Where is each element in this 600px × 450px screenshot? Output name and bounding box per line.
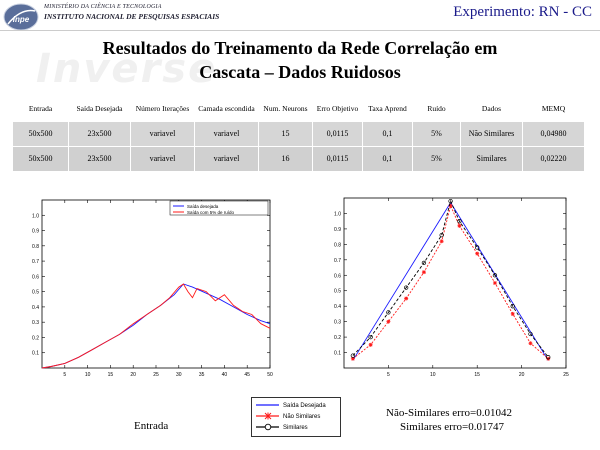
- star-marker: [422, 270, 426, 274]
- y-tick-label: 0.3: [334, 319, 341, 326]
- star-marker: [528, 341, 532, 345]
- y-tick-label: 0.1: [32, 350, 39, 357]
- table-cell: Similares: [461, 147, 523, 172]
- star-marker: [493, 281, 497, 285]
- bottom-legend: [251, 397, 341, 437]
- y-tick-label: 0.2: [334, 335, 341, 342]
- legend-label: Similares: [283, 425, 308, 431]
- output-line-chart: [330, 190, 576, 382]
- x-tick-label: 25: [563, 372, 569, 378]
- slide-title-line-1: Resultados do Treinamento da Rede Correlação em: [102, 38, 498, 58]
- watermark-text: Inverse: [36, 46, 218, 92]
- header-num-neurons: Num. Neurons: [259, 95, 313, 122]
- institute-line-1: MINISTÉRIO DA CIÊNCIA E TECNOLOGIA: [44, 4, 162, 10]
- y-tick-label: 0.7: [334, 257, 341, 264]
- x-tick-label: 50: [267, 372, 273, 378]
- x-tick-label: 40: [221, 372, 228, 378]
- y-tick-label: 0.4: [32, 304, 39, 311]
- star-marker: [386, 320, 390, 324]
- header-dados: Dados: [461, 95, 523, 122]
- table-cell: 16: [259, 147, 313, 172]
- star-marker: [440, 239, 444, 243]
- inpe-logo: [2, 2, 40, 32]
- y-tick-label: 0.2: [32, 335, 39, 342]
- x-tick-label: 30: [176, 372, 182, 378]
- star-marker: [511, 312, 515, 316]
- table-cell: 50x500: [13, 147, 69, 172]
- nonsimilar-error-label: Não-Similares erro=0.01042: [386, 407, 512, 419]
- header-camada-escondida: Camada escondida: [195, 95, 259, 122]
- legend-label: Não Similares: [283, 414, 321, 420]
- legend-label: Saída desejada: [187, 204, 219, 209]
- x-tick-label: 10: [430, 372, 436, 378]
- table-cell: Não Similares: [461, 122, 523, 147]
- x-tick-label: 20: [518, 372, 525, 378]
- table-cell: 15: [259, 122, 313, 147]
- results-table: [12, 94, 585, 172]
- header-divider: [0, 30, 600, 31]
- logo-text: inpe: [12, 15, 30, 24]
- y-tick-label: 0.8: [334, 242, 341, 249]
- table-cell: 0,0115: [313, 122, 363, 147]
- table-cell: variavel: [195, 122, 259, 147]
- x-tick-label: 15: [107, 372, 114, 378]
- y-tick-label: 1.0: [334, 211, 341, 218]
- table-cell: 23x500: [69, 122, 131, 147]
- entrada-caption: Entrada: [134, 420, 169, 432]
- x-tick-label: 25: [153, 372, 159, 378]
- y-tick-label: 0.9: [334, 226, 341, 233]
- table-cell: variavel: [131, 147, 195, 172]
- x-tick-label: 45: [244, 372, 250, 378]
- y-tick-label: 0.9: [32, 228, 39, 235]
- table-row: [13, 122, 585, 147]
- x-tick-label: 20: [130, 372, 136, 378]
- table-cell: 0,1: [363, 122, 413, 147]
- legend-label: Saída com 5% de ruído: [187, 210, 235, 215]
- x-tick-label: 5: [63, 372, 67, 378]
- x-tick-label: 15: [474, 372, 480, 378]
- header-saida-desejada: Saída Desejada: [69, 95, 131, 122]
- table-cell: 5%: [413, 122, 461, 147]
- y-tick-label: 0.7: [32, 259, 39, 266]
- input-line-chart: [30, 190, 280, 382]
- header-memq: MEMQ: [523, 95, 585, 122]
- header-taxa-aprend: Taxa Aprend: [363, 95, 413, 122]
- table-cell: 0,04980: [523, 122, 585, 147]
- institute-line-2: INSTITUTO NACIONAL DE PESQUISAS ESPACIAIS: [44, 12, 220, 21]
- star-marker: [475, 252, 479, 256]
- header-numero-iteracoes: Número Iterações: [131, 95, 195, 122]
- y-tick-label: 0.4: [334, 304, 341, 311]
- x-tick-label: 10: [84, 372, 91, 378]
- table-cell: 5%: [413, 147, 461, 172]
- similar-error-label: Similares erro=0.01747: [400, 421, 504, 433]
- header-entrada: Entrada: [13, 95, 69, 122]
- table-row: [13, 147, 585, 172]
- experiment-label: Experimento: RN - CC: [453, 4, 592, 20]
- x-tick-label: 35: [198, 372, 205, 378]
- star-marker: [457, 224, 461, 228]
- circle-marker: [265, 424, 271, 430]
- plot-frame: [42, 200, 270, 368]
- legend-label: Saída Desejada: [283, 403, 326, 409]
- table-header-row: [13, 95, 585, 122]
- x-tick-label: 5: [387, 372, 390, 378]
- table-cell: 0,0115: [313, 147, 363, 172]
- y-tick-label: 0.1: [334, 350, 341, 357]
- table-cell: 23x500: [69, 147, 131, 172]
- y-tick-label: 0.5: [334, 288, 341, 295]
- star-marker: [404, 296, 408, 300]
- header-ruido: Ruído: [413, 95, 461, 122]
- table-cell: 0,1: [363, 147, 413, 172]
- y-tick-label: 0.3: [32, 320, 39, 327]
- slide-title-line-2: Cascata – Dados Ruidosos: [199, 62, 401, 82]
- y-tick-label: 1.0: [32, 213, 39, 220]
- y-tick-label: 0.6: [32, 274, 39, 281]
- table-cell: variavel: [195, 147, 259, 172]
- plot-frame: [344, 198, 566, 368]
- y-tick-label: 0.8: [32, 243, 39, 250]
- table-cell: 50x500: [13, 122, 69, 147]
- star-marker: [369, 343, 373, 347]
- header-erro-objetivo: Erro Objetivo: [313, 95, 363, 122]
- table-cell: 0,02220: [523, 147, 585, 172]
- y-tick-label: 0.6: [334, 273, 341, 280]
- table-cell: variavel: [131, 122, 195, 147]
- y-tick-label: 0.5: [32, 289, 39, 296]
